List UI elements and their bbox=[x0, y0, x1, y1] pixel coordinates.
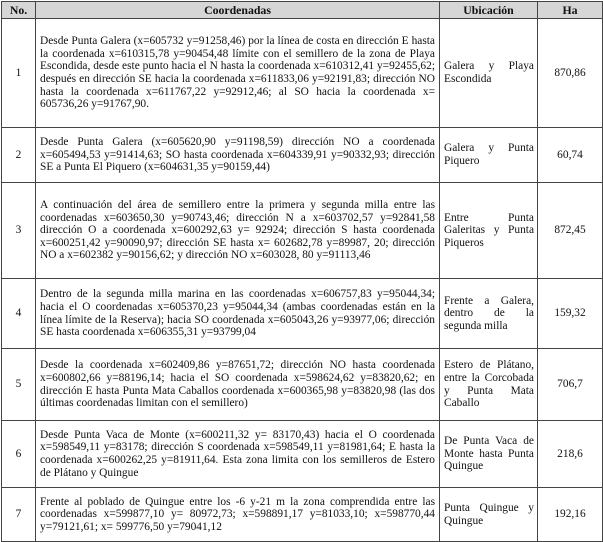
table-row bbox=[2, 349, 603, 421]
row-coordenadas: Desde la coordenada x=602409,86 y=87651,72; dirección NO hasta coordenada x=600802,66 y=88196,14; hacia el SO coordenada x=598624,62 y=83820,62; en dirección E hasta Punta Mata Caballos coordenada x=600365,98 y=83820,98 (las dos últimas coordenadas limitan con el semillero) bbox=[36, 349, 440, 421]
row-ubicacion: Galera y Punta Piquero bbox=[440, 128, 538, 183]
row-number: 1 bbox=[2, 19, 36, 128]
row-ubicacion: Frente a Galera, dentro de la segunda milla bbox=[440, 279, 538, 349]
header-coordenadas: Coordenadas bbox=[36, 2, 440, 19]
table-row bbox=[2, 128, 603, 183]
row-coordenadas: Desde Punta Vaca de Monte (x=600211,32 y= 83170,43) hacia el O coordenada x=598549,11 y=83178; dirección S coordenada x=598549,11 y=81981,64; E hasta la coordenada x=600262,25 y=81911,64. Esta zona limita con los semilleros de Estero de Plátano y Quingue bbox=[36, 421, 440, 488]
row-ha: 60,74 bbox=[538, 128, 603, 183]
row-ha: 706,7 bbox=[538, 349, 603, 421]
row-number: 4 bbox=[2, 279, 36, 349]
row-number: 7 bbox=[2, 488, 36, 542]
row-number: 6 bbox=[2, 421, 36, 488]
row-ubicacion: Galera y Playa Escondida bbox=[440, 19, 538, 128]
row-number: 5 bbox=[2, 349, 36, 421]
table-row bbox=[2, 279, 603, 349]
row-ha: 872,45 bbox=[538, 183, 603, 279]
row-coordenadas: Frente al poblado de Quingue entre los -6 y-21 m la zona comprendida entre las coordenadas x=599877,10 y= 80972,73; x=598891,17 y=81033,10; x=598770,44 y=79121,61; x= 599776,50 y=79041,12 bbox=[36, 488, 440, 542]
table-row bbox=[2, 421, 603, 488]
row-coordenadas: Desde Punta Galera (x=605620,90 y=91198,59) dirección NO a coordenada x=605494,53 y=91414,63; SO hasta coordenada x=604339,91 y=90332,93; dirección SE a Punta El Piquero (x=604631,35 y=90159,44) bbox=[36, 128, 440, 183]
row-ubicacion: Estero de Plátano, entre la Corcobada y Punta Mata Caballo bbox=[440, 349, 538, 421]
row-ha: 159,32 bbox=[538, 279, 603, 349]
header-no: No. bbox=[2, 2, 36, 19]
header-row bbox=[2, 2, 603, 19]
table-row bbox=[2, 19, 603, 128]
row-number: 3 bbox=[2, 183, 36, 279]
row-coordenadas: Dentro de la segunda milla marina en las coordenadas x=606757,83 y=95044,34; hacia el O coordenadas x=605370,23 y=95044,34 (ambas coordenadas están en la línea límite de la Reserva); hacia SO coordenada x=605043,26 y=93977,06; dirección SE hasta coordenada x=606355,31 y=93799,04 bbox=[36, 279, 440, 349]
row-coordenadas: A continuación del área de semillero entre la primera y segunda milla entre las coordenadas x=603650,30 y=90743,46; dirección N a x=603702,57 y=92841,58 dirección O a coordenada x=600292,63 y= 92924; dirección S hasta coordenada x=600251,42 y=90090,97; dirección SE hasta x= 602682,78 y=89987, 20; dirección NO a x=602382 y=90156,62; y dirección NO x=603028, 80 y=91113,46 bbox=[36, 183, 440, 279]
coordinates-table bbox=[1, 1, 603, 542]
header-ha: Ha bbox=[538, 2, 603, 19]
row-ubicacion: De Punta Vaca de Monte hasta Punta Quingue bbox=[440, 421, 538, 488]
row-ubicacion: Punta Quingue y Quingue bbox=[440, 488, 538, 542]
row-ha: 218,6 bbox=[538, 421, 603, 488]
row-coordenadas: Desde Punta Galera (x=605732 y=91258,46) por la línea de costa en dirección E hasta la coordenada x=610315,78 y=90454,48 límite con el semillero de la zona de Playa Escondida, desde este punto hacia el N hasta la coordenada x=610312,41 y=92455,62; después en dirección SE hacia la coordenada x=611833,06 y=92191,83; dirección NO hasta la coordenada x=611767,22 y=92912,46; al SO hacia la coordenada x= 605736,26 y=91767,90. bbox=[36, 19, 440, 128]
row-ha: 192,16 bbox=[538, 488, 603, 542]
row-ha: 870,86 bbox=[538, 19, 603, 128]
row-number: 2 bbox=[2, 128, 36, 183]
header-ubicacion: Ubicación bbox=[440, 2, 538, 19]
table-row bbox=[2, 183, 603, 279]
table-row bbox=[2, 488, 603, 542]
row-ubicacion: Entre Punta Galeritas y Punta Piqueros bbox=[440, 183, 538, 279]
